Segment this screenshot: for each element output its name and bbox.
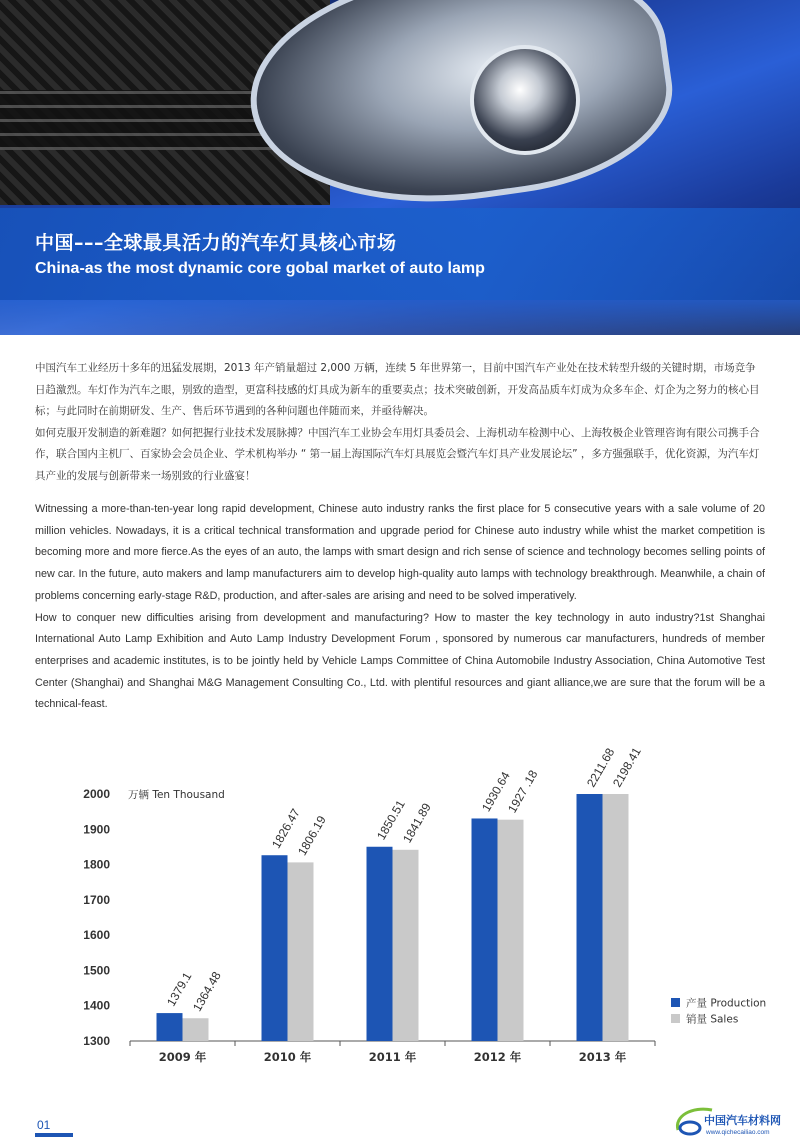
data-label: 1930.64: [478, 769, 513, 814]
bar: [183, 1018, 209, 1041]
x-tick-label: 2010 年: [263, 1050, 312, 1064]
data-label: 1927 .18: [504, 767, 541, 816]
y-tick-label: 1700: [83, 892, 110, 907]
chinese-body: [35, 358, 765, 487]
data-label: 1364.48: [189, 969, 224, 1014]
y-tick-label: 1300: [83, 1034, 110, 1048]
bar: [367, 847, 393, 1041]
x-tick-label: 2009 年: [158, 1050, 207, 1064]
x-tick-label: 2012 年: [473, 1050, 522, 1064]
bar: [157, 1013, 183, 1041]
banner-fade: [0, 300, 800, 335]
chinese-paragraph: 如何克服开发制造的新难题？如何把握行业技术发展脉搏？中国汽车工业协会车用灯具委员会、上海机动车检测中心、上海牧极企业管理咨询有限公司携手合作，联合国内主机厂、百家协会会员企业、学术机构举办 “ 第一届上海国际汽车灯具展览会暨汽车灯具产业发展论坛” ，多方强强联手，优化资源，为汽车灯具产业的发展与创新带来一场别致的行业盛宴！: [35, 426, 760, 482]
bar: [498, 820, 524, 1041]
legend-swatch: [671, 998, 680, 1007]
english-paragraph: Witnessing a more-than-ten-year long rapid development, Chinese auto industry ranks the first place for 5 consecutive years with a sale volume of 20 million vehicles. Nowadays, it is a critical technical transformation and upgrade period for Chinese auto industry while whist the market competition is becoming more and more fierce.As the eyes of an auto, the lamps with smart design and rich sense of science and technology becomes selling points of new car. In the future, auto makers and lamp manufacturers aim to develop high-quality auto lamps with technology breakthrough. Meanwhile, a chain of problems concerning early-stage R&D, production, and after-sales are arising and need to be solved imperatively.: [35, 503, 765, 602]
y-tick-label: 2000: [83, 787, 110, 801]
y-tick-label: 1400: [83, 998, 110, 1013]
chinese-paragraph: 中国汽车工业经历十多年的迅猛发展期，2013 年产销量超过 2,000 万辆，连续 5 年世界第一，目前中国汽车产业处在技术转型升级的关键时期，市场竞争日趋激烈。车灯作为汽车之眼，别致的造型，更富科技感的灯具成为新车的重要卖点；技术突破创新，开发高品质车灯成为众多车企、灯企为之努力的核心目标；与此同时在前期研发、生产、售后环节遇到的各种问题也伴随而来，并亟待解决。: [35, 362, 760, 417]
y-axis-label: 万辆 Ten Thousand: [128, 789, 225, 801]
title-english: China-as the most dynamic core gobal market of auto lamp: [35, 260, 485, 277]
data-label: 1379.1: [163, 969, 195, 1009]
headlamp-lens-image: [470, 45, 580, 155]
bar: [603, 794, 629, 1041]
site-logo[interactable]: [670, 1104, 800, 1137]
data-label: 1841.89: [399, 800, 434, 846]
logo-url: www.qichecailiao.com: [706, 1129, 770, 1136]
y-tick-label: 1900: [83, 822, 110, 837]
data-label: 1806.19: [294, 813, 329, 858]
y-tick-label: 1600: [83, 928, 110, 943]
page-number-underline: [35, 1133, 73, 1137]
english-body: [35, 499, 765, 716]
bar: [288, 862, 314, 1041]
x-tick-label: 2013 年: [578, 1050, 627, 1064]
bar: [472, 818, 498, 1041]
data-label: 1850.51: [373, 797, 408, 843]
hero-banner: [0, 0, 800, 335]
english-paragraph: How to conquer new difficulties arising from development and manufacturing? How to master the key technology in auto industry?1st Shanghai International Auto Lamp Exhibition and Auto Lamp Industry Development Forum , sponsored by numerous car manufacturers, hundreds of member enterprises and academic institutes, is to be jointly held by Vehicle Lamps Committee of China Automobile Industry Association, China Automotive Test Center (Shanghai) and Shanghai M&G Management Consulting Co., Ltd. with plentiful resources and giant alliance,we are sure that the forum will be a technical-feast.: [35, 611, 765, 711]
legend-label: 销量 Sales: [686, 1013, 739, 1026]
data-label: 2211.68: [583, 745, 618, 790]
bar: [393, 850, 419, 1041]
legend-label: 产量 Production: [686, 997, 767, 1010]
y-tick-label: 1500: [83, 963, 110, 978]
legend-swatch: [671, 1014, 680, 1023]
data-label: 2198.41: [609, 744, 644, 790]
production-sales-chart: [0, 720, 800, 1080]
bar: [577, 794, 603, 1041]
bar: [262, 855, 288, 1041]
title-chinese: 中国–––全球最具活力的汽车灯具核心市场: [35, 232, 397, 254]
x-tick-label: 2011 年: [368, 1050, 417, 1064]
y-tick-label: 1800: [83, 857, 110, 872]
logo-text: 中国汽车材料网: [704, 1114, 781, 1127]
data-label: 1826.47: [268, 806, 303, 851]
page-number: 01: [37, 1118, 51, 1132]
